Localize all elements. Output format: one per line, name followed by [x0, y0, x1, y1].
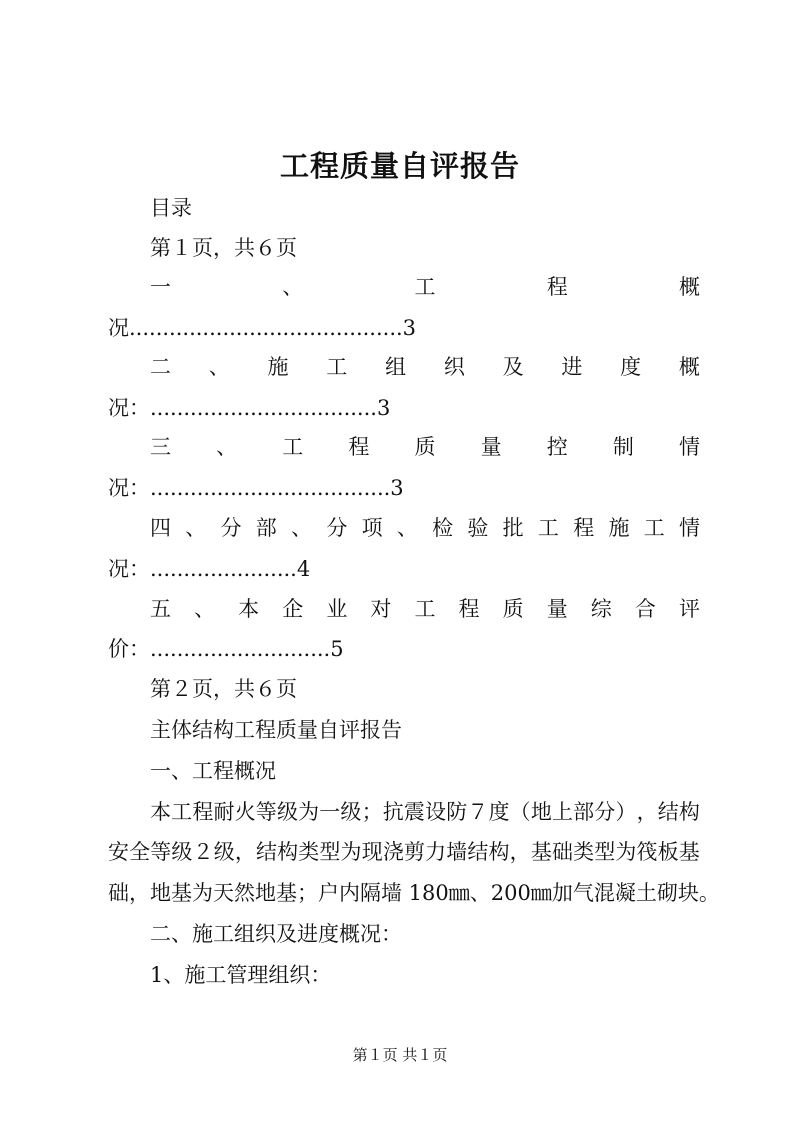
page-indicator: 第１页，共６页 [150, 236, 297, 260]
document-title: 工程质量自评报告 [279, 149, 520, 183]
subsection-heading: 1、施工管理组织： [150, 963, 332, 987]
paragraph-line: 安 全 等 级 ２ 级 ， 结 构 类 型 为 现 浇 剪 力 墙 结 构 ， 基 础 类 型 为 筏 板 基 [108, 840, 700, 864]
section-heading: 主体结构工程质量自评报告 [150, 718, 402, 742]
toc-entry-4-leader: 况：......................4 [108, 557, 311, 581]
section-heading: 二、施工组织及进度概况： [150, 922, 402, 946]
toc-entry-3-leader: 况：....................................3 [108, 476, 404, 500]
section-heading: 一、工程概况 [150, 759, 276, 783]
page-footer: 第１页 共１页 [352, 1046, 448, 1064]
toc-entry-1-leader: 况.........................................3 [108, 316, 417, 340]
toc-entry-5-leader: 价：...........................5 [108, 637, 344, 661]
toc-entry-1-label: 一 、 工 程 概 [150, 275, 700, 299]
toc-entry-2-label: 二 、 施 工 组 织 及 进 度 概 [150, 355, 700, 379]
paragraph-line: 础，地基为天然地基；户内隔墙 180㎜、200㎜加气混凝土砌块。 [108, 881, 720, 905]
toc-entry-3-label: 三 、 工 程 质 量 控 制 情 [150, 435, 700, 459]
toc-heading: 目录 [150, 196, 192, 220]
paragraph-line: 本 工 程 耐 火 等 级 为 一 级 ； 抗 震 设 防 ７ 度 （ 地 上 部 分 ） ， 结 构 [150, 800, 700, 824]
toc-entry-5-label: 五 、 本 企 业 对 工 程 质 量 综 合 评 [150, 597, 700, 621]
toc-entry-2-leader: 况：..................................3 [108, 396, 391, 420]
page-indicator: 第２页，共６页 [150, 677, 297, 701]
toc-entry-4-label: 四 、 分 部 、 分 项 、 检 验 批 工 程 施 工 情 [150, 516, 700, 540]
